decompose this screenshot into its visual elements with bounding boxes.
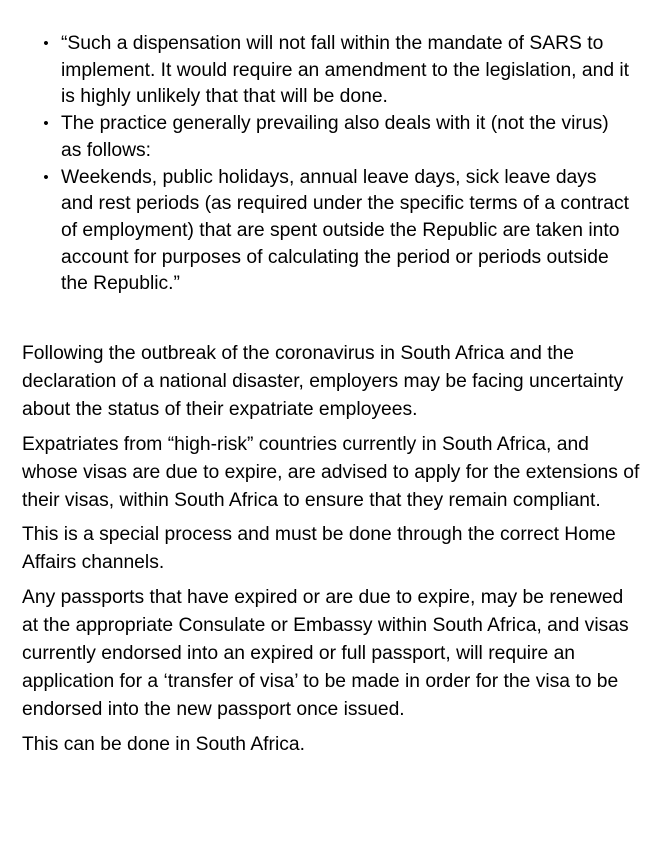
paragraph-passport-renewal: Any passports that have expired or are due to expire, may be renewed at the appropriate Consulate or Embassy within South Africa, and visas currently endorsed into an expired or full passport, will require an application for a ‘transfer of visa’ to be made in order for the visa to be endorsed into the new passport once issued. bbox=[22, 586, 629, 721]
bullet-marker: • bbox=[43, 35, 49, 52]
paragraph-done-in-south-africa: This can be done in South Africa. bbox=[22, 733, 305, 755]
bullet-marker: • bbox=[43, 115, 49, 133]
paragraph-special-process: This is a special process and must be done through the correct Home Affairs channels. bbox=[22, 524, 616, 574]
bullet-text: The practice generally prevailing also deals with it (not the virus) as follows: bbox=[61, 113, 609, 161]
bullet-text: Weekends, public holidays, annual leave days, sick leave days and rest periods (as required under the specific terms of a contract of employment) that are spent outside the Republic are taken into account for purposes of calculating the period or periods outside the Republic.” bbox=[61, 166, 630, 295]
body-text bbox=[22, 340, 644, 765]
bullet-item-prevailing-practice bbox=[0, 111, 652, 164]
bullet-marker: • bbox=[43, 168, 49, 186]
bullet-item-sars-mandate bbox=[0, 31, 652, 111]
paragraph-visa-extensions: Expatriates from “high-risk” countries currently in South Africa, and whose visas are due to expire, are advised to apply for the extensions of their visas, within South Africa to ensure that they remain compliant. bbox=[22, 433, 640, 512]
quoted-bullet-list bbox=[0, 31, 652, 298]
bullet-text: “Such a dispensation will not fall within the mandate of SARS to implement. It would require an amendment to the legislation, and it is highly unlikely that that will be done. bbox=[61, 33, 630, 108]
paragraph-coronavirus-outbreak: Following the outbreak of the coronavirus in South Africa and the declaration of a national disaster, employers may be facing uncertainty about the status of their expatriate employees. bbox=[22, 343, 624, 421]
bullet-item-days-outside-republic bbox=[0, 165, 652, 299]
